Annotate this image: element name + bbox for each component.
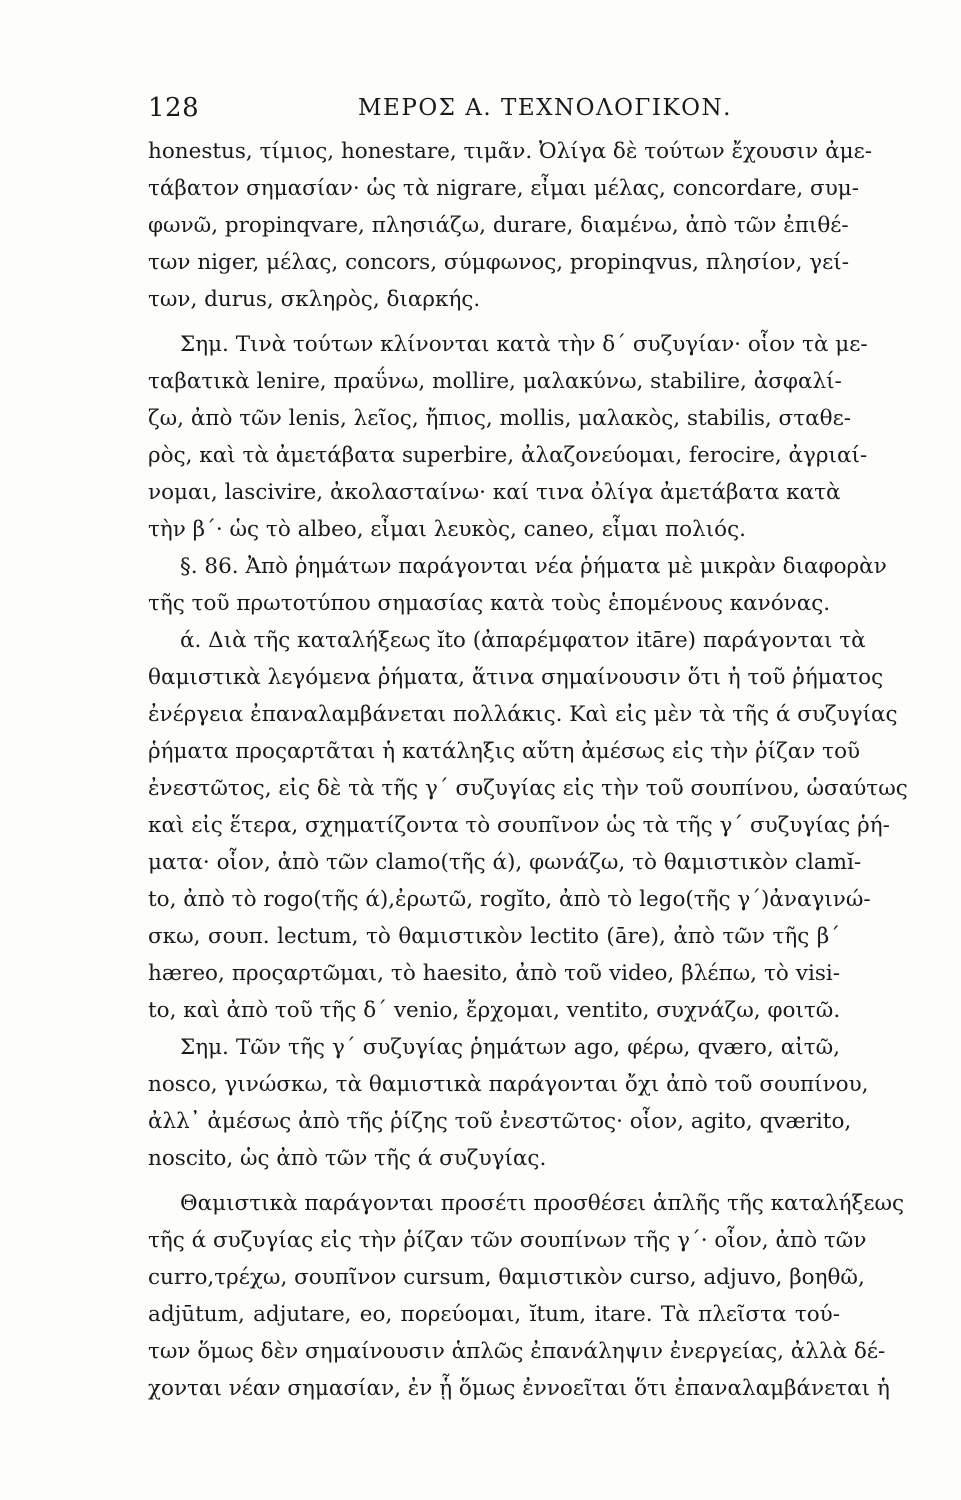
text-line: των, durus, σκληρὸς, διαρκής. [148, 287, 481, 312]
text-line: νομαι, lascivire, ἀκολασταίνω· καί τινα ὀλίγα ἀμετάβατα κατὰ [148, 480, 841, 505]
text-line: ἐνεστῶτος, εἰς δὲ τὰ τῆς γ΄ συζυγίας εἰς τὴν τοῦ σουπίνου, ὡσαύτως [148, 776, 908, 801]
text-line: ματα· οἷον, ἀπὸ τῶν clamo(τῆς ά), φωνάζω, τὸ θαμιστικὸν clamĭ- [148, 850, 862, 875]
page-number: 128 [148, 93, 200, 123]
text-line: curro,τρέχω, σουπῖνον cursum, θαμιστικὸν curso, adjuvo, βοηθῶ, [148, 1265, 865, 1290]
text-line: hæreo, προςαρτῶμαι, τὸ haesito, ἀπὸ τοῦ video, βλέπω, τὸ visi- [148, 961, 840, 986]
paragraph-line: Θαμιστικὰ παράγονται προσέτι προσθέσει ἁπλῆς τῆς καταλήξεως [180, 1191, 905, 1216]
body-text [148, 133, 908, 1407]
rule-line: ά. Διὰ τῆς καταλήξεως ĭto (ἀπαρέμφατον itāre) παράγονται τὰ [180, 628, 866, 653]
running-head: ΜΕΡΟΣ Α. ΤΕΧΝΟΛΟΓΙΚΟΝ. [358, 95, 732, 121]
text-line: φωνῶ, propinqvare, πλησιάζω, durare, διαμένω, ἀπὸ τῶν ἐπιθέ- [148, 213, 849, 238]
text-line: τάβατον σημασίαν· ὡς τὰ nigrare, εἶμαι μέλας, concordare, συμ- [148, 176, 860, 201]
text-line: των ὅμως δὲν σημαίνουσιν ἁπλῶς ἐπανάληψιν ἐνεργείας, ἀλλὰ δέ- [148, 1339, 886, 1364]
text-line: σκω, σουπ. lectum, τὸ θαμιστικὸν lectito (āre), ἀπὸ τῶν τῆς β΄ [148, 924, 840, 949]
text-line: to, καὶ ἀπὸ τοῦ τῆς δ΄ venio, ἔρχομαι, ventito, συχνάζω, φοιτῶ. [148, 998, 841, 1023]
note-line: Σημ. Τινὰ τούτων κλίνονται κατὰ τὴν δ΄ συζυγίαν· οἷον τὰ με- [180, 332, 868, 357]
text-line: χονται νέαν σημασίαν, ἐν ᾗ ὅμως ἐννοεῖται ὅτι ἐπαναλαμβάνεται ἡ [148, 1376, 890, 1401]
text-line: θαμιστικὰ λεγόμενα ῥήματα, ἅτινα σημαίνουσιν ὅτι ἡ τοῦ ῥήματος [148, 665, 884, 690]
section-heading-line: §. 86. Ἀπὸ ῥημάτων παράγονται νέα ῥήματα μὲ μικρὰν διαφορὰν [180, 554, 887, 579]
text-line: ῥήματα προςαρτᾶται ἡ κατάληξις αὕτη ἀμέσως εἰς τὴν ῥίζαν τοῦ [148, 739, 861, 764]
note-line: Σημ. Τῶν τῆς γ΄ συζυγίας ῥημάτων ago, φέρω, qværo, αἰτῶ, [180, 1035, 840, 1060]
page-header [148, 93, 848, 133]
text-line: noscito, ὡς ἀπὸ τῶν τῆς ά συζυγίας. [148, 1146, 547, 1171]
text-line: ἐνέργεια ἐπαναλαμβάνεται πολλάκις. Καὶ εἰς μὲν τὰ τῆς ά συζυγίας [148, 702, 898, 727]
text-line: ζω, ἀπὸ τῶν lenis, λεῖος, ἤπιος, mollis, μαλακὸς, stabilis, σταθε- [148, 406, 851, 431]
text-line: τῆς ά συζυγίας εἰς τὴν ῥίζαν τῶν σουπίνων τῆς γ΄· οἷον, ἀπὸ τῶν [148, 1228, 867, 1253]
text-line: adjūtum, adjutare, eo, πορεύομαι, ĭtum, itare. Τὰ πλεῖστα τού- [148, 1302, 840, 1327]
text-line: nosco, γινώσκω, τὰ θαμιστικὰ παράγονται ὄχι ἀπὸ τοῦ σουπίνου, [148, 1072, 869, 1097]
text-line: καὶ εἰς ἕτερα, σχηματίζοντα τὸ σουπῖνον ὡς τὰ τῆς γ΄ συζυγίας ῥή- [148, 813, 890, 838]
text-line: to, ἀπὸ τὸ rogo(τῆς ά),ἐρωτῶ, rogĭto, ἀπὸ τὸ lego(τῆς γ΄)ἀναγινώ- [148, 887, 871, 912]
text-line: τῆς τοῦ πρωτοτύπου σημασίας κατὰ τοὺς ἑπομένους κανόνας. [148, 591, 831, 616]
text-line: ταβατικὰ lenire, πραΰνω, mollire, μαλακύνω, stabilire, ἀσφαλί- [148, 369, 842, 394]
text-line: ἀλλ᾽ ἀμέσως ἀπὸ τῆς ῥίζης τοῦ ἐνεστῶτος· οἷον, agito, qværito, [148, 1109, 852, 1134]
text-line: τὴν β΄· ὡς τὸ albeo, εἶμαι λευκὸς, caneo, εἶμαι πολιός. [148, 517, 746, 542]
text-line: honestus, τίμιος, honestare, τιμᾶν. Ὀλίγα δὲ τούτων ἔχουσιν ἀμε- [148, 139, 872, 164]
text-line: ρὸς, καὶ τὰ ἀμετάβατα superbire, ἀλαζονεύομαι, ferocire, ἀγριαί- [148, 443, 868, 468]
text-line: των niger, μέλας, concors, σύμφωνος, propinqvus, πλησίον, γεί- [148, 250, 849, 275]
